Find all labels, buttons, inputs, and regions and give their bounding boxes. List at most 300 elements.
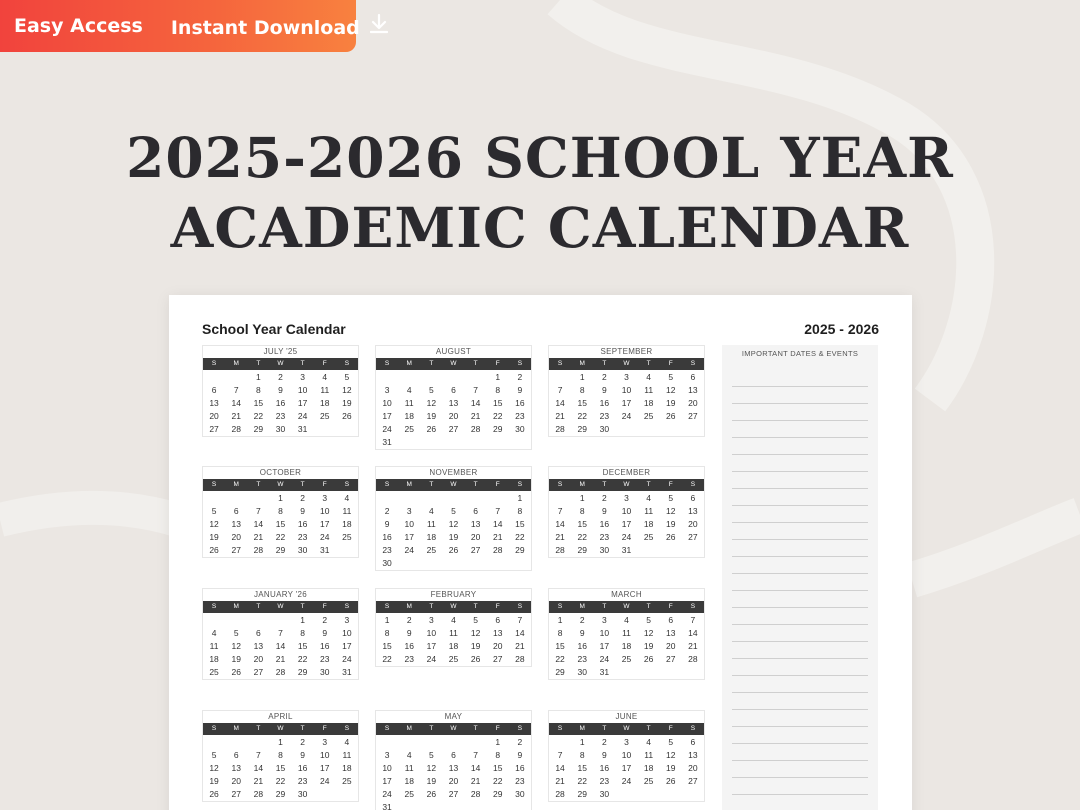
event-lines (732, 370, 868, 810)
weekday-label: S (211, 603, 217, 610)
day-cell: 4 (646, 737, 651, 747)
day-grid (549, 370, 704, 436)
day-cell: 13 (688, 506, 698, 516)
event-line (732, 608, 868, 625)
weekday-label: F (495, 725, 500, 732)
day-cell: 29 (253, 424, 264, 434)
weekday-label: S (384, 725, 390, 732)
day-cell: 28 (555, 424, 565, 434)
weekday-label: T (602, 360, 607, 367)
day-cell: 3 (384, 385, 390, 395)
day-cell: 2 (384, 506, 390, 516)
day-cell: 4 (646, 493, 651, 503)
day-cell: 6 (690, 737, 696, 747)
day-cell: 21 (555, 411, 565, 421)
day-cell: 25 (404, 424, 414, 434)
day-cell: 3 (322, 493, 328, 503)
day-cell: 29 (577, 545, 587, 555)
event-line (732, 676, 868, 693)
event-line (732, 540, 868, 557)
day-cell: 6 (211, 385, 217, 395)
day-cell: 27 (231, 789, 241, 799)
instant-download-text: Instant Download (170, 16, 360, 39)
day-cell: 21 (555, 532, 565, 542)
day-cell: 14 (470, 398, 481, 408)
day-cell: 17 (320, 763, 330, 773)
empty-day (247, 492, 269, 505)
day-cell: 14 (555, 763, 565, 773)
day-cell: 15 (515, 519, 525, 529)
weekday-label: W (277, 725, 284, 732)
day-cell: 3 (384, 750, 390, 760)
day-cell: 12 (426, 763, 437, 773)
empty-day (549, 371, 571, 384)
day-cell: 8 (579, 385, 585, 395)
day-cell: 12 (470, 628, 481, 638)
headline-line-2: ACADEMIC CALENDAR (170, 195, 910, 260)
day-cell: 2 (601, 737, 607, 747)
weekday-label: T (429, 725, 434, 732)
day-grid (549, 491, 704, 557)
day-cell: 25 (320, 411, 330, 421)
weekday-label: T (646, 360, 651, 367)
day-cell: 5 (451, 506, 456, 516)
day-cell: 10 (320, 506, 330, 516)
day-cell: 22 (577, 776, 587, 786)
day-cell: 2 (278, 372, 283, 382)
day-cell: 5 (473, 615, 478, 625)
weekday-label: S (384, 360, 390, 367)
day-cell: 23 (599, 532, 610, 542)
day-cell: 30 (320, 667, 330, 677)
day-grid (376, 735, 531, 810)
day-cell: 5 (668, 372, 674, 382)
day-cell: 5 (344, 372, 350, 382)
day-cell: 27 (493, 654, 503, 664)
day-cell: 6 (690, 493, 696, 503)
weekday-label: M (406, 725, 412, 732)
day-cell: 6 (473, 506, 478, 516)
day-cell: 29 (555, 667, 565, 677)
day-cell: 2 (601, 372, 607, 382)
month-name: OCTOBER (259, 468, 302, 477)
day-cell: 7 (557, 750, 563, 760)
day-cell: 16 (599, 763, 610, 773)
day-cell: 17 (404, 532, 414, 542)
access-badge (0, 0, 360, 52)
weekday-label: T (602, 725, 607, 732)
weekday-label: T (256, 360, 261, 367)
day-cell: 16 (515, 398, 525, 408)
weekday-header (203, 358, 358, 370)
weekday-label: S (384, 603, 390, 610)
weekday-label: F (668, 603, 673, 610)
weekday-header (549, 479, 704, 491)
day-cell: 1 (255, 372, 261, 382)
weekday-label: S (690, 603, 696, 610)
day-cell: 18 (643, 763, 654, 773)
day-cell: 9 (300, 506, 305, 516)
day-cell: 30 (599, 545, 610, 555)
day-cell: 11 (644, 750, 654, 760)
day-cell: 6 (255, 628, 261, 638)
day-cell: 27 (688, 411, 698, 421)
day-cell: 29 (275, 789, 286, 799)
weekday-label: M (579, 725, 585, 732)
event-line (732, 710, 868, 727)
day-cell: 12 (426, 398, 437, 408)
weekday-header (376, 358, 531, 370)
day-cell: 21 (555, 776, 565, 786)
day-cell: 3 (624, 372, 629, 382)
month-calendar (202, 588, 359, 680)
day-grid (203, 370, 358, 436)
day-cell: 28 (515, 654, 525, 664)
day-cell: 12 (231, 641, 241, 651)
event-line (732, 472, 868, 489)
day-cell: 28 (470, 789, 481, 799)
month-calendar (202, 710, 359, 802)
day-cell: 7 (473, 750, 478, 760)
day-cell: 1 (384, 615, 390, 625)
weekday-label: T (646, 481, 651, 488)
event-line (732, 778, 868, 795)
empty-day (225, 614, 247, 627)
day-cell: 8 (517, 506, 523, 516)
weekday-label: S (211, 725, 217, 732)
day-cell: 22 (515, 532, 525, 542)
weekday-label: S (557, 603, 563, 610)
day-cell: 20 (688, 398, 698, 408)
weekday-header (203, 601, 358, 613)
day-cell: 10 (297, 385, 308, 395)
weekday-label: T (256, 725, 261, 732)
weekday-label: M (406, 603, 412, 610)
day-cell: 19 (342, 398, 352, 408)
day-cell: 14 (555, 519, 565, 529)
day-cell: 23 (599, 411, 610, 421)
weekday-label: M (579, 481, 585, 488)
weekday-label: S (344, 603, 350, 610)
empty-day (487, 492, 509, 505)
day-cell: 22 (577, 411, 587, 421)
day-cell: 26 (231, 667, 241, 677)
empty-day (225, 492, 247, 505)
day-cell: 9 (384, 519, 390, 529)
day-cell: 23 (275, 411, 286, 421)
day-cell: 17 (621, 763, 632, 773)
empty-day (203, 492, 225, 505)
event-line (732, 370, 868, 387)
day-cell: 31 (621, 545, 632, 555)
weekday-label: T (646, 725, 651, 732)
day-cell: 11 (449, 628, 458, 638)
day-cell: 30 (297, 545, 308, 555)
month-name: APRIL (268, 712, 293, 721)
day-cell: 10 (382, 398, 392, 408)
day-cell: 17 (599, 641, 610, 651)
day-cell: 15 (253, 398, 264, 408)
day-cell: 21 (253, 532, 264, 542)
day-cell: 31 (297, 424, 308, 434)
day-cell: 18 (209, 654, 219, 664)
weekday-header (549, 723, 704, 735)
day-cell: 24 (320, 776, 330, 786)
month-name: MAY (444, 712, 463, 721)
day-cell: 4 (344, 493, 350, 503)
day-cell: 14 (275, 641, 286, 651)
day-cell: 10 (599, 628, 610, 638)
day-grid (376, 491, 531, 570)
weekday-label: W (277, 360, 284, 367)
day-cell: 4 (344, 737, 350, 747)
day-cell: 28 (275, 667, 286, 677)
day-cell: 23 (515, 776, 525, 786)
day-cell: 15 (577, 519, 587, 529)
day-cell: 27 (231, 545, 241, 555)
day-cell: 31 (342, 667, 352, 677)
day-cell: 18 (621, 641, 632, 651)
weekday-label: T (473, 481, 478, 488)
day-cell: 23 (382, 545, 392, 555)
day-cell: 6 (451, 750, 456, 760)
day-cell: 1 (557, 615, 563, 625)
day-cell: 8 (255, 385, 261, 395)
month-calendar (548, 710, 705, 802)
month-name: MARCH (611, 590, 642, 599)
empty-day (398, 371, 420, 384)
day-cell: 15 (577, 398, 587, 408)
day-cell: 26 (209, 789, 219, 799)
day-cell: 11 (342, 506, 352, 516)
day-cell: 7 (557, 506, 563, 516)
empty-day (225, 736, 247, 749)
day-cell: 5 (428, 750, 434, 760)
day-grid (376, 613, 531, 666)
day-cell: 30 (515, 424, 525, 434)
day-cell: 1 (278, 493, 283, 503)
day-cell: 25 (643, 776, 654, 786)
day-cell: 24 (404, 545, 414, 555)
day-cell: 26 (448, 545, 459, 555)
day-cell: 31 (320, 545, 330, 555)
day-cell: 2 (517, 737, 523, 747)
day-cell: 10 (320, 750, 330, 760)
day-cell: 12 (643, 628, 654, 638)
event-line (732, 438, 868, 455)
weekday-label: T (256, 603, 261, 610)
weekday-label: T (300, 360, 305, 367)
event-line (732, 506, 868, 523)
headline-line-1: 2025-2026 SCHOOL YEAR (126, 125, 954, 190)
empty-day (549, 736, 571, 749)
day-cell: 8 (495, 750, 501, 760)
day-cell: 3 (406, 506, 412, 516)
day-cell: 16 (515, 763, 525, 773)
weekday-label: S (344, 481, 350, 488)
day-cell: 27 (448, 424, 459, 434)
day-cell: 2 (601, 493, 607, 503)
day-cell: 4 (322, 372, 328, 382)
day-cell: 29 (515, 545, 525, 555)
day-cell: 7 (557, 385, 563, 395)
day-cell: 9 (278, 385, 283, 395)
weekday-label: S (690, 360, 696, 367)
weekday-label: T (646, 603, 651, 610)
day-cell: 25 (404, 789, 414, 799)
day-grid (203, 613, 358, 679)
day-cell: 4 (646, 372, 651, 382)
day-cell: 17 (320, 519, 330, 529)
day-cell: 19 (426, 411, 437, 421)
day-cell: 28 (231, 424, 241, 434)
day-cell: 8 (579, 750, 585, 760)
day-cell: 20 (253, 654, 264, 664)
day-cell: 11 (622, 628, 631, 638)
day-cell: 6 (495, 615, 501, 625)
day-cell: 7 (517, 615, 523, 625)
month-calendar (375, 710, 532, 810)
weekday-label: S (211, 481, 217, 488)
month-calendar (548, 588, 705, 680)
empty-day (420, 371, 442, 384)
month-name: AUGUST (435, 347, 472, 356)
day-cell: 29 (297, 667, 308, 677)
day-cell: 12 (209, 519, 219, 529)
empty-day (203, 371, 225, 384)
day-cell: 2 (322, 615, 328, 625)
day-cell: 25 (448, 654, 459, 664)
weekday-label: F (322, 603, 327, 610)
day-cell: 20 (688, 763, 698, 773)
day-cell: 21 (515, 641, 525, 651)
weekday-label: F (322, 360, 327, 367)
empty-day (247, 614, 269, 627)
day-cell: 31 (599, 667, 610, 677)
day-cell: 9 (517, 750, 523, 760)
day-cell: 26 (342, 411, 352, 421)
event-line (732, 761, 868, 778)
day-cell: 1 (517, 493, 523, 503)
day-cell: 7 (255, 506, 261, 516)
weekday-label: S (517, 360, 523, 367)
day-cell: 1 (495, 737, 501, 747)
day-cell: 5 (428, 385, 434, 395)
weekday-label: S (517, 725, 523, 732)
day-cell: 24 (621, 776, 632, 786)
day-cell: 29 (577, 424, 587, 434)
day-cell: 20 (209, 411, 219, 421)
day-cell: 6 (233, 750, 239, 760)
day-cell: 30 (599, 789, 610, 799)
weekday-label: M (406, 360, 412, 367)
event-line (732, 727, 868, 744)
day-cell: 9 (517, 385, 523, 395)
day-cell: 28 (555, 545, 565, 555)
weekday-header (376, 723, 531, 735)
day-cell: 14 (515, 628, 525, 638)
month-calendar (375, 466, 532, 571)
day-grid (549, 613, 704, 679)
weekday-label: F (668, 481, 673, 488)
day-cell: 11 (404, 763, 414, 773)
events-title: IMPORTANT DATES & EVENTS (741, 349, 859, 358)
day-cell: 27 (253, 667, 264, 677)
weekday-label: T (602, 481, 607, 488)
day-cell: 8 (495, 385, 501, 395)
day-cell: 4 (428, 506, 434, 516)
day-cell: 17 (621, 519, 632, 529)
day-cell: 28 (470, 424, 481, 434)
weekday-label: F (668, 725, 673, 732)
event-line (732, 642, 868, 659)
day-cell: 2 (579, 615, 585, 625)
event-line (732, 693, 868, 710)
day-cell: 19 (666, 763, 676, 773)
day-cell: 9 (601, 750, 607, 760)
empty-day (203, 736, 225, 749)
weekday-header (376, 601, 531, 613)
day-cell: 24 (426, 654, 437, 664)
day-cell: 8 (300, 628, 305, 638)
weekday-label: M (579, 360, 585, 367)
day-cell: 23 (599, 776, 610, 786)
day-cell: 29 (577, 789, 587, 799)
weekday-label: S (690, 481, 696, 488)
weekday-header (203, 479, 358, 491)
day-cell: 8 (384, 628, 390, 638)
day-cell: 6 (690, 372, 696, 382)
day-cell: 2 (406, 615, 412, 625)
day-cell: 7 (690, 615, 696, 625)
day-cell: 25 (643, 532, 654, 542)
weekday-label: T (429, 481, 434, 488)
day-cell: 8 (278, 750, 283, 760)
day-cell: 27 (666, 654, 676, 664)
day-cell: 29 (493, 789, 503, 799)
day-cell: 26 (666, 776, 676, 786)
day-cell: 22 (382, 654, 392, 664)
sheet-years: 2025 - 2026 (804, 321, 879, 337)
day-cell: 8 (557, 628, 563, 638)
day-cell: 7 (278, 628, 283, 638)
day-cell: 15 (382, 641, 392, 651)
weekday-label: T (473, 725, 478, 732)
empty-day (465, 371, 487, 384)
weekday-label: T (473, 603, 478, 610)
day-cell: 20 (448, 776, 459, 786)
weekday-label: M (233, 360, 239, 367)
day-cell: 5 (211, 506, 217, 516)
day-cell: 24 (382, 424, 392, 434)
day-cell: 19 (643, 641, 654, 651)
event-line (732, 557, 868, 574)
day-cell: 16 (577, 641, 587, 651)
day-cell: 9 (406, 628, 412, 638)
weekday-header (203, 723, 358, 735)
day-cell: 16 (275, 398, 286, 408)
day-cell: 10 (621, 506, 632, 516)
day-cell: 22 (297, 654, 308, 664)
day-cell: 5 (668, 737, 674, 747)
day-cell: 14 (688, 628, 698, 638)
day-cell: 7 (495, 506, 501, 516)
day-cell: 26 (470, 654, 481, 664)
day-cell: 16 (320, 641, 330, 651)
weekday-label: S (557, 725, 563, 732)
event-line (732, 574, 868, 591)
day-cell: 10 (426, 628, 437, 638)
